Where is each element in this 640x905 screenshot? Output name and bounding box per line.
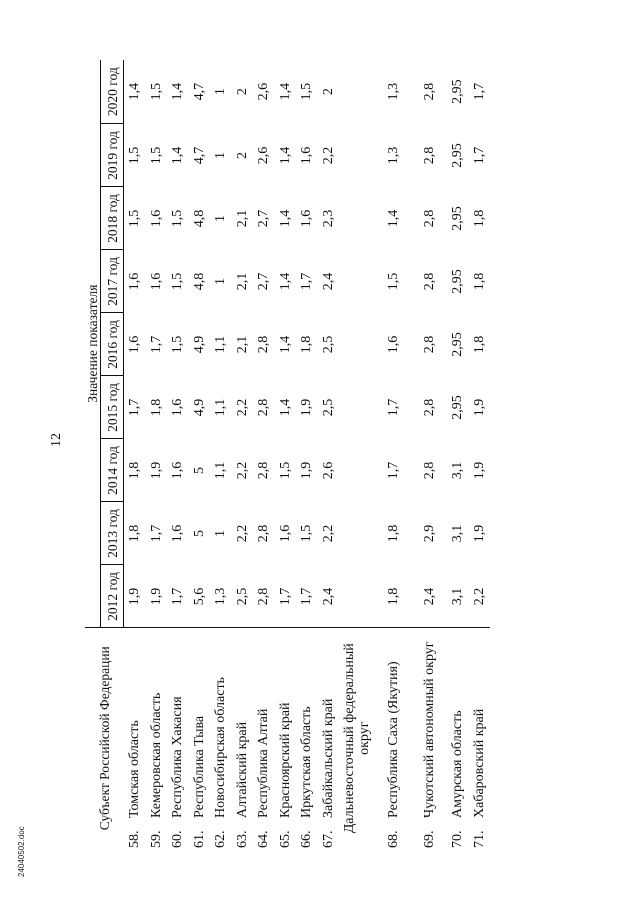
subject-name-text: Алтайский край xyxy=(234,721,250,818)
subject-name xyxy=(210,628,232,818)
table-row xyxy=(411,60,447,848)
indicator-table xyxy=(85,60,490,848)
subject-name-text: Новосибирская область xyxy=(213,677,229,818)
indicator-value: 1,6 xyxy=(127,335,143,354)
indicator-value: 1,7 xyxy=(385,461,401,480)
row-number: 59. xyxy=(148,830,164,848)
subject-name-text: Хабаровский край xyxy=(471,708,487,818)
indicator-value: 2,7 xyxy=(256,272,272,291)
indicator-value: 1,4 xyxy=(277,272,293,291)
indicator-value: 1,8 xyxy=(127,461,143,480)
indicator-value: 1,5 xyxy=(170,209,186,228)
indicator-value: 2 xyxy=(234,88,250,96)
subject-name xyxy=(189,628,211,818)
row-number: 70. xyxy=(450,830,466,848)
indicator-value: 1 xyxy=(213,151,229,159)
row-number: 62. xyxy=(213,830,229,848)
indicator-value: 2 xyxy=(320,88,336,96)
indicator-value: 2,6 xyxy=(256,146,272,165)
indicator-value: 5 xyxy=(191,529,207,537)
indicator-value: 2,8 xyxy=(256,524,272,543)
indicator-value: 2,2 xyxy=(320,524,336,543)
indicator-value: 1,8 xyxy=(471,335,487,354)
row-number: 68. xyxy=(385,830,401,848)
indicator-value: 2,5 xyxy=(320,335,336,354)
indicator-value: 1,1 xyxy=(213,398,229,417)
indicator-value: 2,1 xyxy=(234,335,250,354)
indicator-value: 1 xyxy=(213,529,229,537)
indicator-value: 2,2 xyxy=(471,587,487,606)
indicator-value: 1,7 xyxy=(127,398,143,417)
indicator-value: 1,1 xyxy=(213,335,229,354)
indicator-value: 1,9 xyxy=(299,461,315,480)
indicator-value: 1,9 xyxy=(148,587,164,606)
table-row xyxy=(210,60,232,848)
subject-name xyxy=(411,628,447,818)
indicator-value: 1,6 xyxy=(170,461,186,480)
subject-name xyxy=(253,628,275,818)
indicator-value: 1,8 xyxy=(299,335,315,354)
indicator-value: 2,8 xyxy=(256,587,272,606)
year-header: 2012 год xyxy=(101,565,124,628)
row-number: 64. xyxy=(256,830,272,848)
indicator-value: 2,6 xyxy=(256,82,272,101)
indicator-value: 1,6 xyxy=(170,398,186,417)
indicator-value: 1,5 xyxy=(170,272,186,291)
table-row xyxy=(189,60,211,848)
page-number: 12 xyxy=(49,433,64,447)
indicator-value: 1,4 xyxy=(170,146,186,165)
indicator-value: 5,6 xyxy=(191,587,207,606)
indicator-value: 2,7 xyxy=(256,209,272,228)
subject-name-text: Чукотский автономный округ xyxy=(421,641,437,818)
indicator-value: 1,4 xyxy=(385,209,401,228)
year-header: 2019 год xyxy=(101,124,124,187)
indicator-value: 2,4 xyxy=(320,272,336,291)
indicator-value: 4,7 xyxy=(191,82,207,101)
subject-name-text: Кемеровская область xyxy=(148,692,164,818)
indicator-value: 2,8 xyxy=(421,82,437,101)
indicator-value: 2,8 xyxy=(421,398,437,417)
indicator-value: 2,5 xyxy=(320,398,336,417)
indicator-value: 1,5 xyxy=(277,461,293,480)
indicator-value: 1 xyxy=(213,88,229,96)
table-row xyxy=(167,60,189,848)
subject-name-text: Иркутская область xyxy=(299,706,315,818)
year-header: 2020 год xyxy=(101,60,124,124)
indicator-value: 1,7 xyxy=(170,587,186,606)
indicator-value: 1,7 xyxy=(277,587,293,606)
indicator-value: 2,8 xyxy=(256,335,272,354)
indicator-value: 1,8 xyxy=(385,587,401,606)
indicator-value: 1,6 xyxy=(127,272,143,291)
indicator-value: 2,8 xyxy=(421,461,437,480)
indicator-value: 1,7 xyxy=(471,82,487,101)
indicator-value: 1,8 xyxy=(127,524,143,543)
subject-name-text: Республика Тыва xyxy=(191,715,207,818)
indicator-value: 1,1 xyxy=(213,461,229,480)
row-number: 71. xyxy=(471,830,487,848)
indicator-value: 1,6 xyxy=(299,146,315,165)
indicator-value: 3,1 xyxy=(450,524,466,543)
rotated-table-container xyxy=(85,60,580,848)
subsection-row xyxy=(339,60,375,848)
indicator-value: 4,8 xyxy=(191,209,207,228)
indicator-value: 1,9 xyxy=(471,398,487,417)
indicator-value: 1,5 xyxy=(127,146,143,165)
indicator-value: 2,95 xyxy=(450,143,466,168)
row-number: 61. xyxy=(191,830,207,848)
subject-name xyxy=(318,628,340,818)
table-row xyxy=(232,60,254,848)
indicator-value: 1,6 xyxy=(299,209,315,228)
subject-name xyxy=(124,628,146,818)
row-number: 65. xyxy=(277,830,293,848)
indicator-value: 1,5 xyxy=(127,209,143,228)
subject-name-text: Томская область xyxy=(127,720,142,818)
year-header: 2014 год xyxy=(101,439,124,502)
subject-name xyxy=(146,628,168,818)
table-row xyxy=(124,60,146,848)
indicator-value: 1,8 xyxy=(148,398,164,417)
year-header: 2015 год xyxy=(101,376,124,439)
indicator-value: 1,7 xyxy=(148,335,164,354)
table-row xyxy=(146,60,168,848)
indicator-value: 1,4 xyxy=(170,82,186,101)
indicator-value: 1 xyxy=(213,214,229,222)
indicator-value: 1,5 xyxy=(148,146,164,165)
year-header: 2018 год xyxy=(101,187,124,250)
indicator-value-header: Значение показателя xyxy=(85,60,101,628)
indicator-value: 2,4 xyxy=(320,587,336,606)
row-number: 67. xyxy=(320,830,336,848)
federal-district-text: Дальневосточный федеральный округ xyxy=(342,643,372,834)
indicator-value: 2,1 xyxy=(234,272,250,291)
indicator-value: 3,1 xyxy=(450,461,466,480)
indicator-value: 2,95 xyxy=(450,79,466,104)
indicator-value: 2,95 xyxy=(450,206,466,231)
row-number: 66. xyxy=(299,830,315,848)
indicator-value: 1,4 xyxy=(277,398,293,417)
subject-name-text: Республика Хакасия xyxy=(170,696,186,818)
empty-cell xyxy=(339,60,375,628)
table-row xyxy=(296,60,318,848)
subject-name-text: Забайкальский край xyxy=(320,698,336,818)
indicator-value: 4,8 xyxy=(191,272,207,291)
indicator-value: 2,1 xyxy=(234,209,250,228)
indicator-value: 1,4 xyxy=(277,146,293,165)
subject-name xyxy=(375,628,411,818)
indicator-value: 1,6 xyxy=(148,272,164,291)
year-header: 2017 год xyxy=(101,250,124,313)
row-number: 69. xyxy=(421,830,437,848)
indicator-value: 2,8 xyxy=(421,272,437,291)
indicator-value: 2,8 xyxy=(421,209,437,228)
table-row xyxy=(375,60,411,848)
indicator-value: 1,5 xyxy=(299,524,315,543)
table-row xyxy=(447,60,469,848)
indicator-value: 2,95 xyxy=(450,269,466,294)
indicator-value: 1,6 xyxy=(148,209,164,228)
indicator-value: 1,7 xyxy=(148,524,164,543)
indicator-value: 2,8 xyxy=(421,335,437,354)
subject-name xyxy=(232,628,254,818)
indicator-value: 1,7 xyxy=(385,398,401,417)
indicator-value: 2 xyxy=(234,151,250,159)
subject-name-text: Республика Саха (Якутия) xyxy=(385,661,401,818)
indicator-value: 1,8 xyxy=(471,272,487,291)
indicator-value: 1,5 xyxy=(299,82,315,101)
table-body xyxy=(124,60,491,848)
row-number: 60. xyxy=(170,830,186,848)
subject-column-header xyxy=(85,628,124,848)
table-row xyxy=(318,60,340,848)
indicator-value: 2,3 xyxy=(320,209,336,228)
year-header: 2016 год xyxy=(101,313,124,376)
subject-header-text: Субъект Российской Федерации xyxy=(96,646,112,831)
indicator-value: 2,8 xyxy=(421,146,437,165)
indicator-value: 1,4 xyxy=(277,209,293,228)
indicator-value: 3,1 xyxy=(450,587,466,606)
indicator-value: 2,6 xyxy=(320,461,336,480)
indicator-value: 1,3 xyxy=(213,587,229,606)
indicator-value: 2,4 xyxy=(421,587,437,606)
subject-name xyxy=(275,628,297,818)
indicator-value: 1 xyxy=(213,277,229,285)
indicator-value: 1,4 xyxy=(277,82,293,101)
indicator-value: 2,2 xyxy=(234,524,250,543)
indicator-value: 1,4 xyxy=(277,335,293,354)
indicator-value: 2,9 xyxy=(421,524,437,543)
indicator-value: 2,5 xyxy=(234,587,250,606)
indicator-value: 1,4 xyxy=(127,82,143,101)
indicator-value: 4,7 xyxy=(191,146,207,165)
indicator-value: 1,6 xyxy=(385,335,401,354)
federal-district-title xyxy=(339,628,375,848)
indicator-value: 1,9 xyxy=(127,587,143,606)
year-header: 2013 год xyxy=(101,502,124,565)
indicator-value: 1,9 xyxy=(148,461,164,480)
indicator-value: 2,2 xyxy=(234,398,250,417)
indicator-value: 1,8 xyxy=(385,524,401,543)
subject-name xyxy=(447,628,469,818)
document-footer: 24040502.doc xyxy=(17,826,26,877)
indicator-value: 1,3 xyxy=(385,146,401,165)
indicator-value: 4,9 xyxy=(191,398,207,417)
indicator-value: 1,3 xyxy=(385,82,401,101)
table-row xyxy=(469,60,491,848)
row-number: 58. xyxy=(127,830,142,848)
indicator-value: 1,6 xyxy=(170,524,186,543)
indicator-value: 2,2 xyxy=(234,461,250,480)
indicator-value: 2,95 xyxy=(450,395,466,420)
subject-name xyxy=(167,628,189,818)
table-row xyxy=(275,60,297,848)
indicator-value: 2,8 xyxy=(256,398,272,417)
table-row xyxy=(253,60,275,848)
indicator-value: 1,7 xyxy=(471,146,487,165)
subject-name xyxy=(469,628,491,818)
indicator-value: 2,2 xyxy=(320,146,336,165)
indicator-value: 1,9 xyxy=(471,461,487,480)
indicator-value: 1,7 xyxy=(299,587,315,606)
indicator-value: 1,9 xyxy=(471,524,487,543)
indicator-value: 2,8 xyxy=(256,461,272,480)
indicator-value: 1,5 xyxy=(170,335,186,354)
subject-name-text: Амурская область xyxy=(450,710,466,818)
indicator-value: 1,8 xyxy=(471,209,487,228)
subject-name-text: Красноярский край xyxy=(277,702,293,818)
indicator-value: 2,95 xyxy=(450,332,466,357)
indicator-value: 1,5 xyxy=(385,272,401,291)
indicator-value: 1,7 xyxy=(299,272,315,291)
indicator-value: 5 xyxy=(191,466,207,474)
indicator-value: 4,9 xyxy=(191,335,207,354)
indicator-value: 1,6 xyxy=(277,524,293,543)
indicator-value: 1,9 xyxy=(299,398,315,417)
subject-name xyxy=(296,628,318,818)
row-number: 63. xyxy=(234,830,250,848)
indicator-value: 1,5 xyxy=(148,82,164,101)
subject-name-text: Республика Алтай xyxy=(256,708,272,818)
